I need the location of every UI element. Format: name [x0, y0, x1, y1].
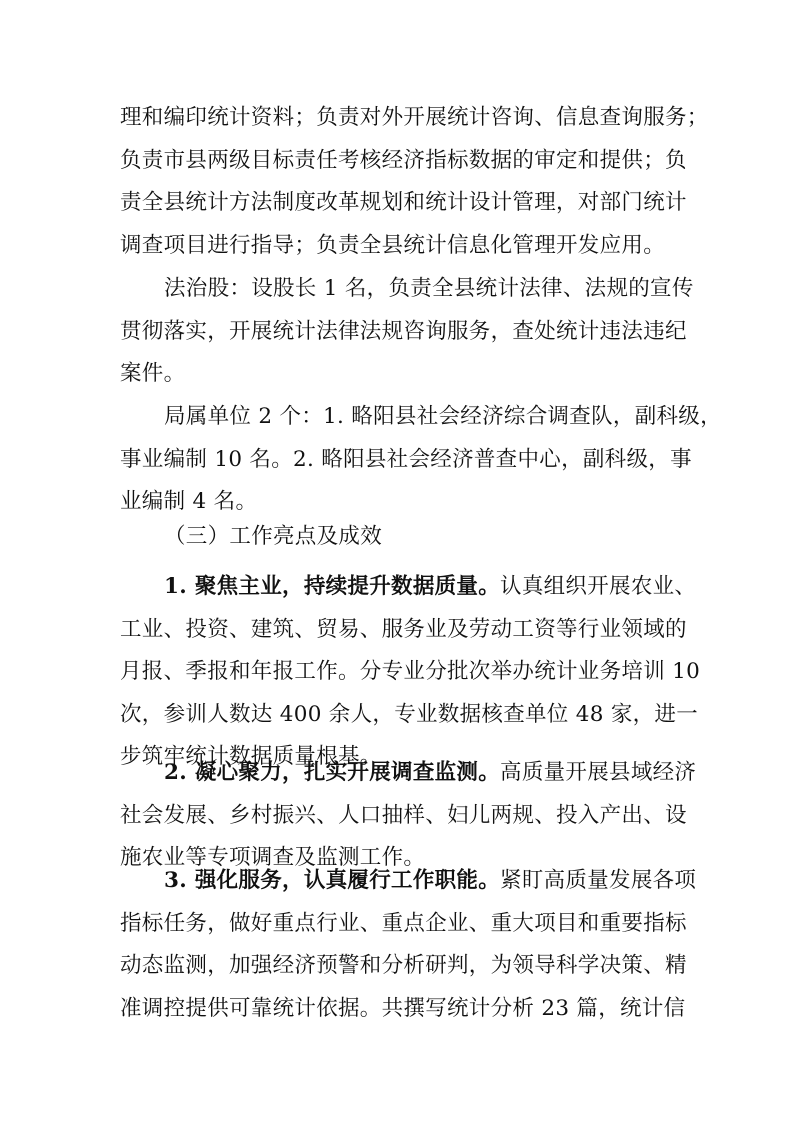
highlight-title: 3. 强化服务，认真履行工作职能。 — [164, 868, 501, 893]
text-line — [120, 566, 697, 609]
text-line: 指标任务，做好重点行业、重点企业、重大项目和重要指标 — [120, 910, 687, 936]
text-line: 步筑牢统计数据质量根基。 — [120, 744, 382, 769]
text-line: 业编制 4 名。 — [120, 489, 258, 514]
text-line: 次，参训人数达 400 余人，专业数据核查单位 48 家，进一 — [120, 701, 699, 727]
text-line: 动态监测，加强经济预警和分析研判，为领导科学决策、精 — [120, 953, 687, 978]
text-line-content: 紧盯高质量发展各项 — [500, 868, 697, 893]
paragraph-legal-section — [120, 268, 694, 396]
text-line: 工业、投资、建筑、贸易、服务业及劳动工资等行业领域的 — [120, 616, 687, 642]
paragraph-highlight-1 — [120, 566, 701, 779]
text-line-content: 高质量开展县域经济 — [500, 760, 697, 785]
text-line: 事业编制 10 名。2. 略阳县社会经济普查中心，副科级，事 — [120, 446, 692, 472]
text-line — [120, 396, 722, 439]
text-line-content: 法治股：设股长 1 名，负责全县统计法律、法规的宣传 — [164, 276, 694, 301]
text-line: 施农业等专项调查及监测工作。 — [120, 845, 426, 870]
highlight-title: 2. 凝心聚力，扎实开展调查监测。 — [164, 760, 501, 785]
text-line: 社会发展、乡村振兴、人口抽样、妇儿两规、投入产出、设 — [120, 802, 687, 828]
paragraph-affiliated-units — [120, 396, 722, 524]
text-line: 理和编印统计资料；负责对外开展统计咨询、信息查询服务； — [120, 105, 709, 130]
text-line: 调查项目进行指导；负责全县统计信息化管理开发应用。 — [120, 232, 666, 258]
heading-text-content: （三）工作亮点及成效 — [164, 524, 383, 549]
text-line: 月报、季报和年报工作。分专业分批次举办统计业务培训 10 — [120, 659, 701, 684]
text-line-content: 局属单位 2 个：1. 略阳县社会经济综合调查队，副科级， — [164, 404, 722, 429]
text-line — [120, 860, 697, 903]
highlight-title: 1. 聚焦主业，持续提升数据质量。 — [164, 574, 501, 599]
text-line: 准调控提供可靠统计依据。共撰写统计分析 23 篇，统计信 — [120, 995, 686, 1021]
text-line: 贯彻落实，开展统计法律法规咨询服务，查处统计违法违纪 — [120, 318, 687, 344]
heading-text — [120, 516, 676, 559]
section-heading — [120, 516, 676, 559]
text-line-content: 认真组织开展农业、 — [500, 574, 697, 599]
text-line: 案件。 — [120, 361, 186, 386]
text-line — [120, 752, 697, 795]
text-line: 责全县统计方法制度改革规划和统计设计管理，对部门统计 — [120, 190, 687, 215]
paragraph-statistics-duties — [120, 97, 709, 267]
text-line — [120, 268, 694, 311]
paragraph-highlight-3 — [120, 860, 697, 1030]
text-line: 负责市县两级目标责任考核经济指标数据的审定和提供；负 — [120, 147, 687, 173]
